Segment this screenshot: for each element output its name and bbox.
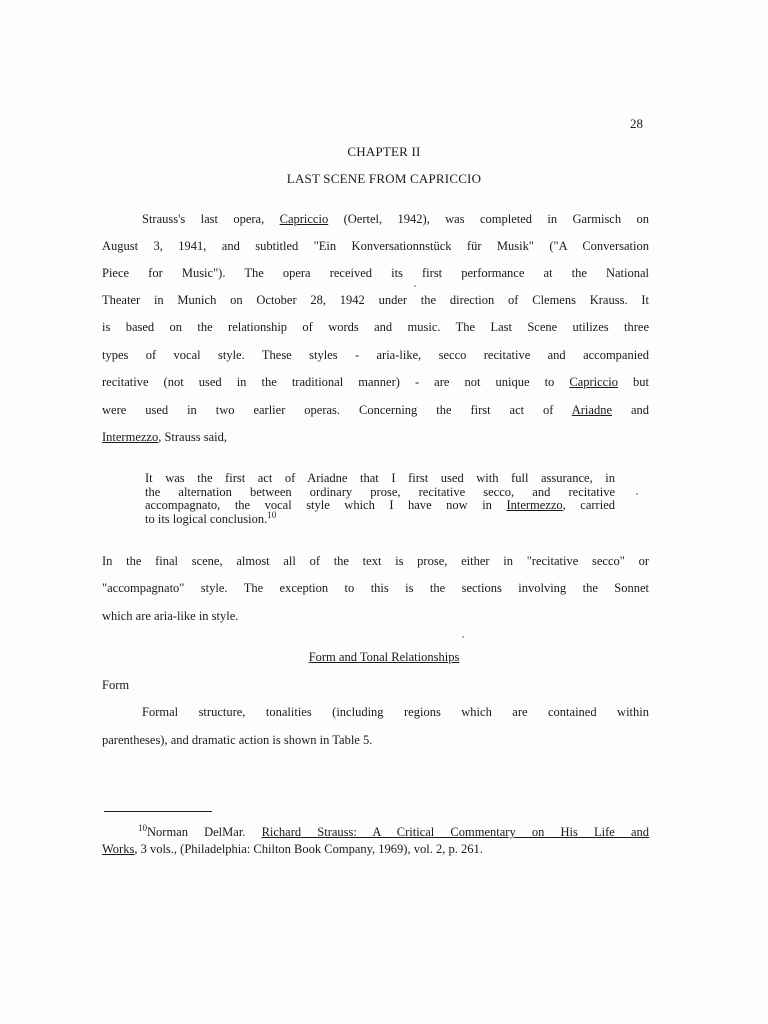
footnote-divider <box>104 811 212 812</box>
footnote-reference[interactable]: 10 <box>267 509 277 520</box>
para2-line-3: which are aria-like in style. <box>102 609 239 623</box>
para1-line-7: recitative (not used in the traditional manner) - are not unique to Capriccio but <box>102 375 649 389</box>
quote-line-2: the alternation between ordinary prose, recitative secco, and recitative <box>145 484 615 499</box>
scan-speck <box>636 493 638 495</box>
footnote-line-1: $^{10}$Norman DelMar. Richard Strauss: A Critical Commentary on His Life and <box>138 822 649 839</box>
footnote-line-2: Works, 3 vols., (Philadelphia: Chilton Book Company, 1969), vol. 2, p. 261. <box>102 842 483 856</box>
para3-line-1: Formal structure, tonalities (including regions which are contained within <box>142 705 649 719</box>
subsection-heading: Form <box>102 678 130 692</box>
para2-line-2: "accompagnato" style. The exception to this is the sections involving the Sonnet <box>102 581 649 595</box>
para2-line-1: In the final scene, almost all of the text is prose, either in "recitative secco" or <box>102 554 649 568</box>
section-heading: Form and Tonal Relationships <box>308 650 460 664</box>
quote-line-1: It was the first act of Ariadne that I first used with full assurance, in <box>145 471 615 485</box>
quote-line-4: to its logical conclusion.$^{10}$ <box>145 509 277 526</box>
para1-line-6: types of vocal style. These styles - aria-like, secco recitative and accompanied <box>102 348 649 362</box>
page-number: 28 <box>630 116 643 131</box>
para3-line-2: parentheses), and dramatic action is shown in Table 5. <box>102 733 373 747</box>
para1-line-1: Strauss's last opera, Capriccio (Oertel, 1942), was completed in Garmisch on <box>142 212 649 226</box>
para1-line-5: is based on the relationship of words and music. The Last Scene utilizes three <box>102 320 649 334</box>
chapter-heading: CHAPTER II <box>347 144 421 159</box>
para1-line-8: were used in two earlier operas. Concerning the first act of Ariadne and <box>102 403 649 417</box>
quote-line-3: accompagnato, the vocal style which I have now in Intermezzo, carried <box>145 498 615 512</box>
footnote-number: 10 <box>138 822 147 833</box>
scan-speck <box>414 285 416 287</box>
para1-line-9: Intermezzo, Strauss said, <box>102 430 227 444</box>
chapter-title: LAST SCENE FROM CAPRICCIO <box>286 171 482 186</box>
para1-line-2: August 3, 1941, and subtitled "Ein Konversationnstück für Musik" ("A Conversation <box>102 239 649 253</box>
scan-speck <box>462 636 464 638</box>
block-quote <box>145 472 615 526</box>
para1-line-4: Theater in Munich on October 28, 1942 under the direction of Clemens Krauss. It <box>102 293 649 307</box>
para1-line-3: Piece for Music"). The opera received its first performance at the National <box>102 266 649 280</box>
